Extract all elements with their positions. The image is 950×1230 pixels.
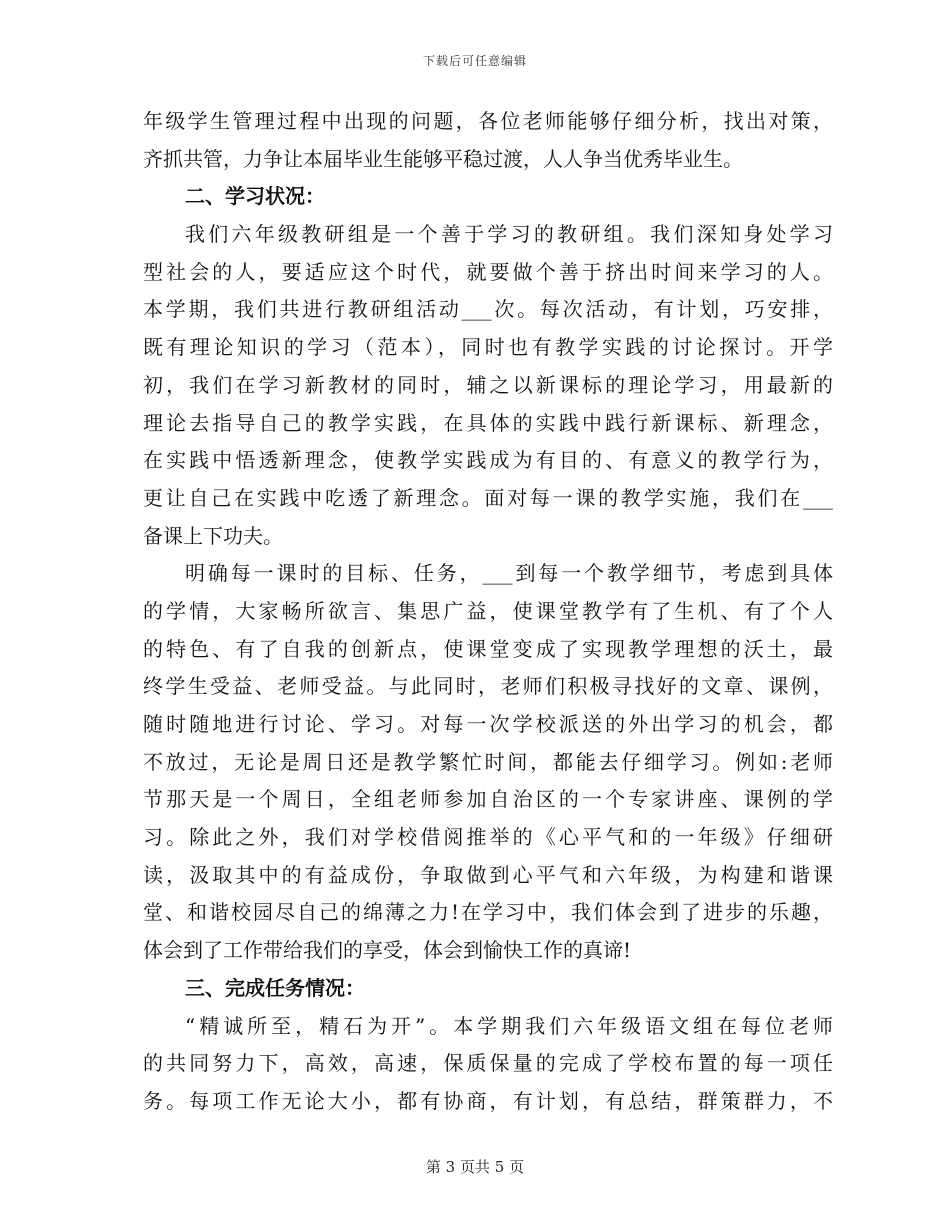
paragraph-line: 齐抓共管，力争让本届毕业生能够平稳过渡，人人争当优秀毕业生。 [143, 146, 743, 171]
paragraph-line: 节那天是一个周日，全组老师参加自治区的一个专家讲座、课例的学 [143, 787, 833, 812]
paragraph-line: 习。除此之外，我们对学校借阅推举的《心平气和的一年级》仔细研 [143, 825, 833, 850]
paragraph-line: 备课上下功夫。 [143, 523, 283, 548]
paragraph-line: 更让自己在实践中吃透了新理念。面对每一课的教学实施，我们在___ [143, 485, 833, 510]
paragraph-line: 的学情，大家畅所欲言、集思广益，使课堂教学有了生机、有了个人 [143, 598, 833, 623]
paragraph-line: 随时随地进行讨论、学习。对每一次学校派送的外出学习的机会，都 [143, 712, 833, 736]
paragraph-line: 明确每一课时的目标、任务，___到每一个教学细节，考虑到具体 [185, 561, 833, 586]
paragraph-line: 本学期，我们共进行教研组活动___次。每次活动，有计划，巧安排， [143, 297, 833, 322]
paragraph-line: 不放过，无论是周日还是教学繁忙时间，都能去仔细学习。例如:老师 [143, 749, 833, 774]
page-footer: 第 3 页共 5 页 [425, 1158, 525, 1176]
paragraph-line: 体会到了工作带给我们的享受，体会到愉快工作的真谛! [143, 938, 632, 963]
paragraph-line: 的共同努力下，高效，高速，保质保量的完成了学校布置的每一项任 [143, 1051, 833, 1076]
paragraph-line: 年级学生管理过程中出现的问题，各位老师能够仔细分析，找出对策， [143, 109, 833, 133]
paragraph-line: 的特色、有了自我的创新点，使课堂变成了实现教学理想的沃土，最 [143, 636, 833, 661]
paragraph-line: 堂、和谐校园尽自己的绵薄之力!在学习中，我们体会到了进步的乐趣， [143, 900, 833, 925]
section-heading: 二、学习状况： [185, 184, 325, 209]
paragraph-line: 既有理论知识的学习（范本），同时也有教学实践的讨论探讨。开学 [143, 335, 833, 360]
paragraph-line: 初，我们在学习新教材的同时，辅之以新课标的理论学习，用最新的 [143, 372, 833, 397]
paragraph-line: 务。每项工作无论大小，都有协商，有计划，有总结，群策群力，不 [143, 1088, 833, 1113]
body-text [143, 103, 833, 1121]
section-heading: 三、完成任务情况： [185, 975, 365, 1000]
paragraph-line: 在实践中悟透新理念，使教学实践成为有目的、有意义的教学行为， [143, 448, 833, 473]
paragraph-line: 我们六年级教研组是一个善于学习的教研组。我们深知身处学习 [185, 222, 833, 247]
page-header: 下载后可任意编辑 [422, 54, 527, 68]
paragraph-line: 型社会的人，要适应这个时代，就要做个善于挤出时间来学习的人。 [143, 259, 833, 284]
paragraph-line: “精诚所至，精石为开”。本学期我们六年级语文组在每位老师 [185, 1013, 833, 1038]
paragraph-line: 读，汲取其中的有益成份，争取做到心平气和六年级，为构建和谐课 [143, 862, 833, 887]
paragraph-line: 终学生受益、老师受益。与此同时，老师们积极寻找好的文章、课例， [143, 674, 833, 699]
paragraph-line: 理论去指导自己的教学实践，在具体的实践中践行新课标、新理念， [143, 410, 833, 435]
